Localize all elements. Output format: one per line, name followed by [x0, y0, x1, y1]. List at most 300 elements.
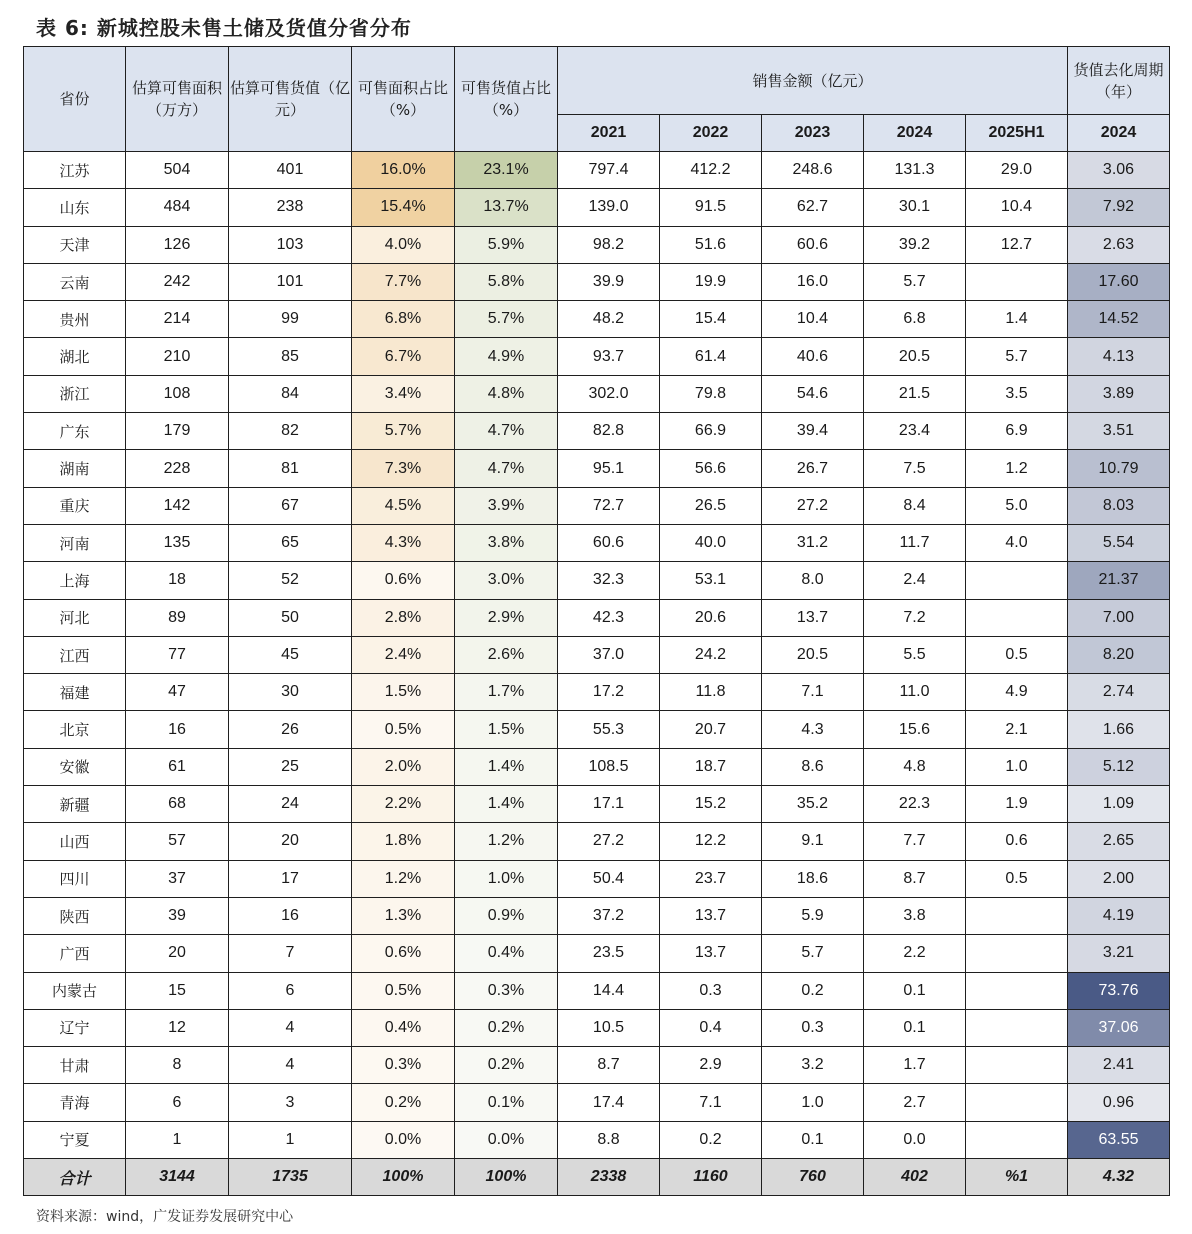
- cell-value-share: 1.2%: [455, 823, 558, 860]
- cell-sales-2022: 0.2: [660, 1121, 762, 1158]
- cell-area-share: 2.2%: [352, 786, 455, 823]
- cell-sales-2022: 13.7: [660, 897, 762, 934]
- table-row: [24, 263, 1170, 300]
- cell-value: 24: [229, 786, 352, 823]
- cell-value-share: 4.7%: [455, 413, 558, 450]
- cell-sales-2022: 13.7: [660, 935, 762, 972]
- cell-sales-2021: 98.2: [558, 226, 660, 263]
- cell-sales-2021: 93.7: [558, 338, 660, 375]
- cell-province: 江苏: [24, 152, 126, 189]
- header-area-share: 可售面积占比（%）: [352, 47, 455, 152]
- cell-cycle: 0.96: [1068, 1084, 1170, 1121]
- table-row: [24, 748, 1170, 785]
- cell-area: 57: [126, 823, 229, 860]
- table-row: [24, 338, 1170, 375]
- cell-sales-2021: 50.4: [558, 860, 660, 897]
- cell-value-share: 23.1%: [455, 152, 558, 189]
- cell-sales-2024: 5.7: [864, 263, 966, 300]
- cell-province: 广东: [24, 413, 126, 450]
- cell-value: 26: [229, 711, 352, 748]
- table-row: [24, 823, 1170, 860]
- cell-value: 20: [229, 823, 352, 860]
- cell-province: 河北: [24, 599, 126, 636]
- total-area-share: 100%: [352, 1159, 455, 1196]
- cell-province: 天津: [24, 226, 126, 263]
- table-row: [24, 599, 1170, 636]
- cell-sales-2025h1: 1.4: [966, 301, 1068, 338]
- cell-value: 52: [229, 562, 352, 599]
- cell-value: 4: [229, 1009, 352, 1046]
- cell-sales-2023: 5.7: [762, 935, 864, 972]
- cell-province: 山西: [24, 823, 126, 860]
- cell-cycle: 37.06: [1068, 1009, 1170, 1046]
- cell-province: 宁夏: [24, 1121, 126, 1158]
- cell-sales-2021: 302.0: [558, 375, 660, 412]
- cell-sales-2023: 20.5: [762, 636, 864, 673]
- cell-sales-2023: 9.1: [762, 823, 864, 860]
- cell-sales-2023: 3.2: [762, 1047, 864, 1084]
- cell-area: 126: [126, 226, 229, 263]
- cell-sales-2023: 248.6: [762, 152, 864, 189]
- cell-sales-2025h1: 0.6: [966, 823, 1068, 860]
- cell-sales-2022: 61.4: [660, 338, 762, 375]
- cell-sales-2024: 22.3: [864, 786, 966, 823]
- cell-sales-2021: 139.0: [558, 189, 660, 226]
- cell-sales-2022: 26.5: [660, 487, 762, 524]
- cell-area: 6: [126, 1084, 229, 1121]
- cell-province: 山东: [24, 189, 126, 226]
- cell-area: 16: [126, 711, 229, 748]
- cell-sales-2023: 16.0: [762, 263, 864, 300]
- cell-sales-2021: 8.8: [558, 1121, 660, 1158]
- table-row: [24, 1009, 1170, 1046]
- cell-area: 68: [126, 786, 229, 823]
- cell-value-share: 0.2%: [455, 1047, 558, 1084]
- cell-value-share: 1.4%: [455, 786, 558, 823]
- cell-sales-2024: 39.2: [864, 226, 966, 263]
- cell-sales-2024: 6.8: [864, 301, 966, 338]
- land-reserve-table: [23, 46, 1170, 1196]
- cell-sales-2021: 32.3: [558, 562, 660, 599]
- cell-area: 179: [126, 413, 229, 450]
- cell-area: 37: [126, 860, 229, 897]
- cell-area-share: 2.4%: [352, 636, 455, 673]
- cell-sales-2021: 17.4: [558, 1084, 660, 1121]
- cell-cycle: 8.03: [1068, 487, 1170, 524]
- cell-sales-2024: 3.8: [864, 897, 966, 934]
- cell-sales-2022: 20.6: [660, 599, 762, 636]
- cell-sales-2025h1: 5.0: [966, 487, 1068, 524]
- cell-sales-2022: 412.2: [660, 152, 762, 189]
- cell-cycle: 4.19: [1068, 897, 1170, 934]
- cell-sales-2025h1: [966, 897, 1068, 934]
- cell-cycle: 4.13: [1068, 338, 1170, 375]
- cell-area: 15: [126, 972, 229, 1009]
- cell-area-share: 6.8%: [352, 301, 455, 338]
- cell-sales-2023: 10.4: [762, 301, 864, 338]
- cell-value: 7: [229, 935, 352, 972]
- total-cycle: 4.32: [1068, 1159, 1170, 1196]
- cell-cycle: 2.63: [1068, 226, 1170, 263]
- cell-sales-2023: 0.1: [762, 1121, 864, 1158]
- cell-cycle: 1.09: [1068, 786, 1170, 823]
- cell-area: 484: [126, 189, 229, 226]
- cell-cycle: 3.89: [1068, 375, 1170, 412]
- cell-sales-2024: 0.1: [864, 1009, 966, 1046]
- cell-sales-2023: 0.3: [762, 1009, 864, 1046]
- cell-sales-2024: 23.4: [864, 413, 966, 450]
- cell-sales-2021: 37.0: [558, 636, 660, 673]
- table-body: [24, 152, 1170, 1196]
- cell-sales-2022: 40.0: [660, 524, 762, 561]
- cell-province: 重庆: [24, 487, 126, 524]
- cell-value: 99: [229, 301, 352, 338]
- cell-sales-2023: 8.6: [762, 748, 864, 785]
- cell-sales-2022: 51.6: [660, 226, 762, 263]
- cell-sales-2024: 5.5: [864, 636, 966, 673]
- cell-area-share: 0.5%: [352, 711, 455, 748]
- cell-area-share: 0.6%: [352, 935, 455, 972]
- cell-province: 新疆: [24, 786, 126, 823]
- cell-value-share: 1.4%: [455, 748, 558, 785]
- cell-value-share: 5.7%: [455, 301, 558, 338]
- cell-area-share: 0.2%: [352, 1084, 455, 1121]
- cell-area: 228: [126, 450, 229, 487]
- cell-province: 北京: [24, 711, 126, 748]
- table-row: [24, 935, 1170, 972]
- cell-cycle: 17.60: [1068, 263, 1170, 300]
- table-row: [24, 375, 1170, 412]
- cell-sales-2021: 95.1: [558, 450, 660, 487]
- cell-sales-2022: 24.2: [660, 636, 762, 673]
- cell-area: 108: [126, 375, 229, 412]
- total-sales-2023: 760: [762, 1159, 864, 1196]
- cell-value-share: 13.7%: [455, 189, 558, 226]
- cell-sales-2023: 5.9: [762, 897, 864, 934]
- cell-sales-2022: 19.9: [660, 263, 762, 300]
- cell-sales-2024: 11.7: [864, 524, 966, 561]
- cell-sales-2023: 18.6: [762, 860, 864, 897]
- cell-sales-2021: 82.8: [558, 413, 660, 450]
- table-row: [24, 301, 1170, 338]
- cell-area-share: 0.4%: [352, 1009, 455, 1046]
- cell-province: 云南: [24, 263, 126, 300]
- cell-sales-2025h1: 29.0: [966, 152, 1068, 189]
- cell-sales-2024: 20.5: [864, 338, 966, 375]
- cell-sales-2022: 20.7: [660, 711, 762, 748]
- table-row: [24, 897, 1170, 934]
- cell-sales-2021: 72.7: [558, 487, 660, 524]
- cell-sales-2023: 31.2: [762, 524, 864, 561]
- cell-sales-2021: 27.2: [558, 823, 660, 860]
- cell-sales-2024: 8.4: [864, 487, 966, 524]
- total-sales-2022: 1160: [660, 1159, 762, 1196]
- cell-area-share: 16.0%: [352, 152, 455, 189]
- header-sales: 销售金额（亿元）: [558, 47, 1068, 115]
- table-row: [24, 524, 1170, 561]
- cell-sales-2025h1: 10.4: [966, 189, 1068, 226]
- cell-value-share: 5.9%: [455, 226, 558, 263]
- cell-sales-2025h1: [966, 599, 1068, 636]
- cell-sales-2024: 21.5: [864, 375, 966, 412]
- cell-value: 17: [229, 860, 352, 897]
- total-sales-2025h1: %1: [966, 1159, 1068, 1196]
- cell-value: 85: [229, 338, 352, 375]
- table-row: [24, 860, 1170, 897]
- cell-sales-2023: 54.6: [762, 375, 864, 412]
- total-sales-2024: 402: [864, 1159, 966, 1196]
- cell-sales-2021: 797.4: [558, 152, 660, 189]
- cell-sales-2022: 12.2: [660, 823, 762, 860]
- header-year-2024: 2024: [864, 115, 966, 152]
- table-row: [24, 152, 1170, 189]
- cell-cycle: 21.37: [1068, 562, 1170, 599]
- cell-area-share: 7.3%: [352, 450, 455, 487]
- header-cycle: 货值去化周期（年）: [1068, 47, 1170, 115]
- table-total-row: [24, 1159, 1170, 1196]
- cell-sales-2021: 37.2: [558, 897, 660, 934]
- cell-cycle: 2.00: [1068, 860, 1170, 897]
- cell-area-share: 1.5%: [352, 674, 455, 711]
- cell-value-share: 0.9%: [455, 897, 558, 934]
- cell-area-share: 0.5%: [352, 972, 455, 1009]
- cell-area-share: 6.7%: [352, 338, 455, 375]
- cell-sales-2025h1: [966, 1009, 1068, 1046]
- cell-sales-2023: 4.3: [762, 711, 864, 748]
- cell-cycle: 3.06: [1068, 152, 1170, 189]
- cell-province: 贵州: [24, 301, 126, 338]
- cell-sales-2023: 27.2: [762, 487, 864, 524]
- cell-sales-2022: 0.4: [660, 1009, 762, 1046]
- table-row: [24, 786, 1170, 823]
- cell-sales-2021: 14.4: [558, 972, 660, 1009]
- cell-area: 89: [126, 599, 229, 636]
- cell-value: 238: [229, 189, 352, 226]
- cell-value-share: 3.9%: [455, 487, 558, 524]
- cell-sales-2025h1: 0.5: [966, 636, 1068, 673]
- header-year-2022: 2022: [660, 115, 762, 152]
- cell-sales-2022: 56.6: [660, 450, 762, 487]
- cell-province: 湖北: [24, 338, 126, 375]
- cell-value: 25: [229, 748, 352, 785]
- cell-value-share: 3.8%: [455, 524, 558, 561]
- cell-area-share: 1.3%: [352, 897, 455, 934]
- cell-sales-2025h1: 5.7: [966, 338, 1068, 375]
- cell-sales-2024: 30.1: [864, 189, 966, 226]
- cell-area: 61: [126, 748, 229, 785]
- cell-sales-2025h1: 0.5: [966, 860, 1068, 897]
- cell-sales-2025h1: 12.7: [966, 226, 1068, 263]
- cell-sales-2021: 42.3: [558, 599, 660, 636]
- cell-value: 4: [229, 1047, 352, 1084]
- cell-cycle: 2.65: [1068, 823, 1170, 860]
- cell-sales-2024: 8.7: [864, 860, 966, 897]
- cell-province: 湖南: [24, 450, 126, 487]
- cell-cycle: 5.54: [1068, 524, 1170, 561]
- cell-sales-2024: 7.2: [864, 599, 966, 636]
- cell-cycle: 2.41: [1068, 1047, 1170, 1084]
- table-row: [24, 1121, 1170, 1158]
- cell-value-share: 1.7%: [455, 674, 558, 711]
- cell-sales-2024: 7.7: [864, 823, 966, 860]
- cell-sales-2022: 7.1: [660, 1084, 762, 1121]
- cell-sales-2021: 17.1: [558, 786, 660, 823]
- total-province: 合计: [24, 1159, 126, 1196]
- total-value-share: 100%: [455, 1159, 558, 1196]
- cell-sales-2021: 8.7: [558, 1047, 660, 1084]
- cell-cycle: 3.21: [1068, 935, 1170, 972]
- cell-sales-2024: 2.7: [864, 1084, 966, 1121]
- cell-cycle: 73.76: [1068, 972, 1170, 1009]
- cell-sales-2023: 7.1: [762, 674, 864, 711]
- cell-province: 内蒙古: [24, 972, 126, 1009]
- cell-sales-2021: 48.2: [558, 301, 660, 338]
- cell-value-share: 2.9%: [455, 599, 558, 636]
- cell-sales-2025h1: 1.9: [966, 786, 1068, 823]
- cell-sales-2021: 39.9: [558, 263, 660, 300]
- cell-sales-2025h1: 6.9: [966, 413, 1068, 450]
- cell-area: 135: [126, 524, 229, 561]
- cell-sales-2023: 26.7: [762, 450, 864, 487]
- cell-sales-2021: 60.6: [558, 524, 660, 561]
- cell-area: 47: [126, 674, 229, 711]
- table-row: [24, 1047, 1170, 1084]
- cell-sales-2024: 0.0: [864, 1121, 966, 1158]
- cell-value: 30: [229, 674, 352, 711]
- cell-area: 8: [126, 1047, 229, 1084]
- cell-area: 214: [126, 301, 229, 338]
- table-row: [24, 674, 1170, 711]
- cell-value: 84: [229, 375, 352, 412]
- cell-sales-2022: 0.3: [660, 972, 762, 1009]
- cell-sales-2024: 0.1: [864, 972, 966, 1009]
- cell-sales-2025h1: 3.5: [966, 375, 1068, 412]
- cell-area-share: 2.0%: [352, 748, 455, 785]
- cell-sales-2022: 2.9: [660, 1047, 762, 1084]
- header-area: 估算可售面积（万方）: [126, 47, 229, 152]
- cell-sales-2023: 35.2: [762, 786, 864, 823]
- cell-sales-2023: 8.0: [762, 562, 864, 599]
- cell-area-share: 3.4%: [352, 375, 455, 412]
- cell-sales-2021: 10.5: [558, 1009, 660, 1046]
- cell-cycle: 2.74: [1068, 674, 1170, 711]
- cell-value: 65: [229, 524, 352, 561]
- cell-value-share: 0.4%: [455, 935, 558, 972]
- cell-value-share: 1.0%: [455, 860, 558, 897]
- cell-area: 18: [126, 562, 229, 599]
- cell-sales-2022: 79.8: [660, 375, 762, 412]
- cell-area-share: 0.6%: [352, 562, 455, 599]
- cell-province: 河南: [24, 524, 126, 561]
- cell-value: 45: [229, 636, 352, 673]
- cell-province: 江西: [24, 636, 126, 673]
- data-table-container: [23, 46, 1170, 1196]
- cell-value: 16: [229, 897, 352, 934]
- cell-value-share: 1.5%: [455, 711, 558, 748]
- cell-sales-2023: 60.6: [762, 226, 864, 263]
- cell-cycle: 3.51: [1068, 413, 1170, 450]
- cell-value-share: 0.3%: [455, 972, 558, 1009]
- cell-sales-2021: 23.5: [558, 935, 660, 972]
- cell-province: 辽宁: [24, 1009, 126, 1046]
- cell-area-share: 4.0%: [352, 226, 455, 263]
- cell-area: 142: [126, 487, 229, 524]
- cell-sales-2022: 11.8: [660, 674, 762, 711]
- header-year-2021: 2021: [558, 115, 660, 152]
- cell-area-share: 15.4%: [352, 189, 455, 226]
- cell-area-share: 0.3%: [352, 1047, 455, 1084]
- cell-sales-2024: 131.3: [864, 152, 966, 189]
- cell-area: 12: [126, 1009, 229, 1046]
- cell-value-share: 0.1%: [455, 1084, 558, 1121]
- cell-value: 3: [229, 1084, 352, 1121]
- total-sales-2021: 2338: [558, 1159, 660, 1196]
- cell-cycle: 63.55: [1068, 1121, 1170, 1158]
- cell-value: 50: [229, 599, 352, 636]
- table-row: [24, 226, 1170, 263]
- cell-sales-2024: 1.7: [864, 1047, 966, 1084]
- cell-area: 1: [126, 1121, 229, 1158]
- cell-sales-2023: 1.0: [762, 1084, 864, 1121]
- cell-cycle: 8.20: [1068, 636, 1170, 673]
- cell-cycle: 7.92: [1068, 189, 1170, 226]
- cell-sales-2025h1: [966, 935, 1068, 972]
- cell-value-share: 4.8%: [455, 375, 558, 412]
- cell-value: 101: [229, 263, 352, 300]
- total-area: 3144: [126, 1159, 229, 1196]
- cell-sales-2023: 62.7: [762, 189, 864, 226]
- table-row: [24, 711, 1170, 748]
- cell-value-share: 2.6%: [455, 636, 558, 673]
- cell-cycle: 10.79: [1068, 450, 1170, 487]
- cell-sales-2022: 23.7: [660, 860, 762, 897]
- cell-area-share: 2.8%: [352, 599, 455, 636]
- cell-value-share: 5.8%: [455, 263, 558, 300]
- cell-area: 39: [126, 897, 229, 934]
- cell-sales-2022: 15.4: [660, 301, 762, 338]
- header-year-2025h1: 2025H1: [966, 115, 1068, 152]
- cell-value: 67: [229, 487, 352, 524]
- cell-value-share: 4.9%: [455, 338, 558, 375]
- cell-cycle: 1.66: [1068, 711, 1170, 748]
- cell-area-share: 4.3%: [352, 524, 455, 561]
- header-year-2023: 2023: [762, 115, 864, 152]
- cell-province: 四川: [24, 860, 126, 897]
- cell-area-share: 5.7%: [352, 413, 455, 450]
- table-row: [24, 562, 1170, 599]
- cell-province: 福建: [24, 674, 126, 711]
- cell-sales-2023: 0.2: [762, 972, 864, 1009]
- cell-sales-2023: 40.6: [762, 338, 864, 375]
- table-row: [24, 487, 1170, 524]
- cell-sales-2024: 15.6: [864, 711, 966, 748]
- cell-sales-2025h1: [966, 562, 1068, 599]
- cell-province: 安徽: [24, 748, 126, 785]
- cell-sales-2025h1: 4.9: [966, 674, 1068, 711]
- cell-sales-2025h1: 1.0: [966, 748, 1068, 785]
- table-row: [24, 413, 1170, 450]
- cell-province: 广西: [24, 935, 126, 972]
- table-row: [24, 1084, 1170, 1121]
- cell-sales-2025h1: [966, 1084, 1068, 1121]
- cell-sales-2021: 55.3: [558, 711, 660, 748]
- cell-province: 甘肃: [24, 1047, 126, 1084]
- cell-sales-2022: 18.7: [660, 748, 762, 785]
- cell-sales-2021: 17.2: [558, 674, 660, 711]
- cell-sales-2025h1: 2.1: [966, 711, 1068, 748]
- cell-sales-2022: 53.1: [660, 562, 762, 599]
- cell-value-share: 0.0%: [455, 1121, 558, 1158]
